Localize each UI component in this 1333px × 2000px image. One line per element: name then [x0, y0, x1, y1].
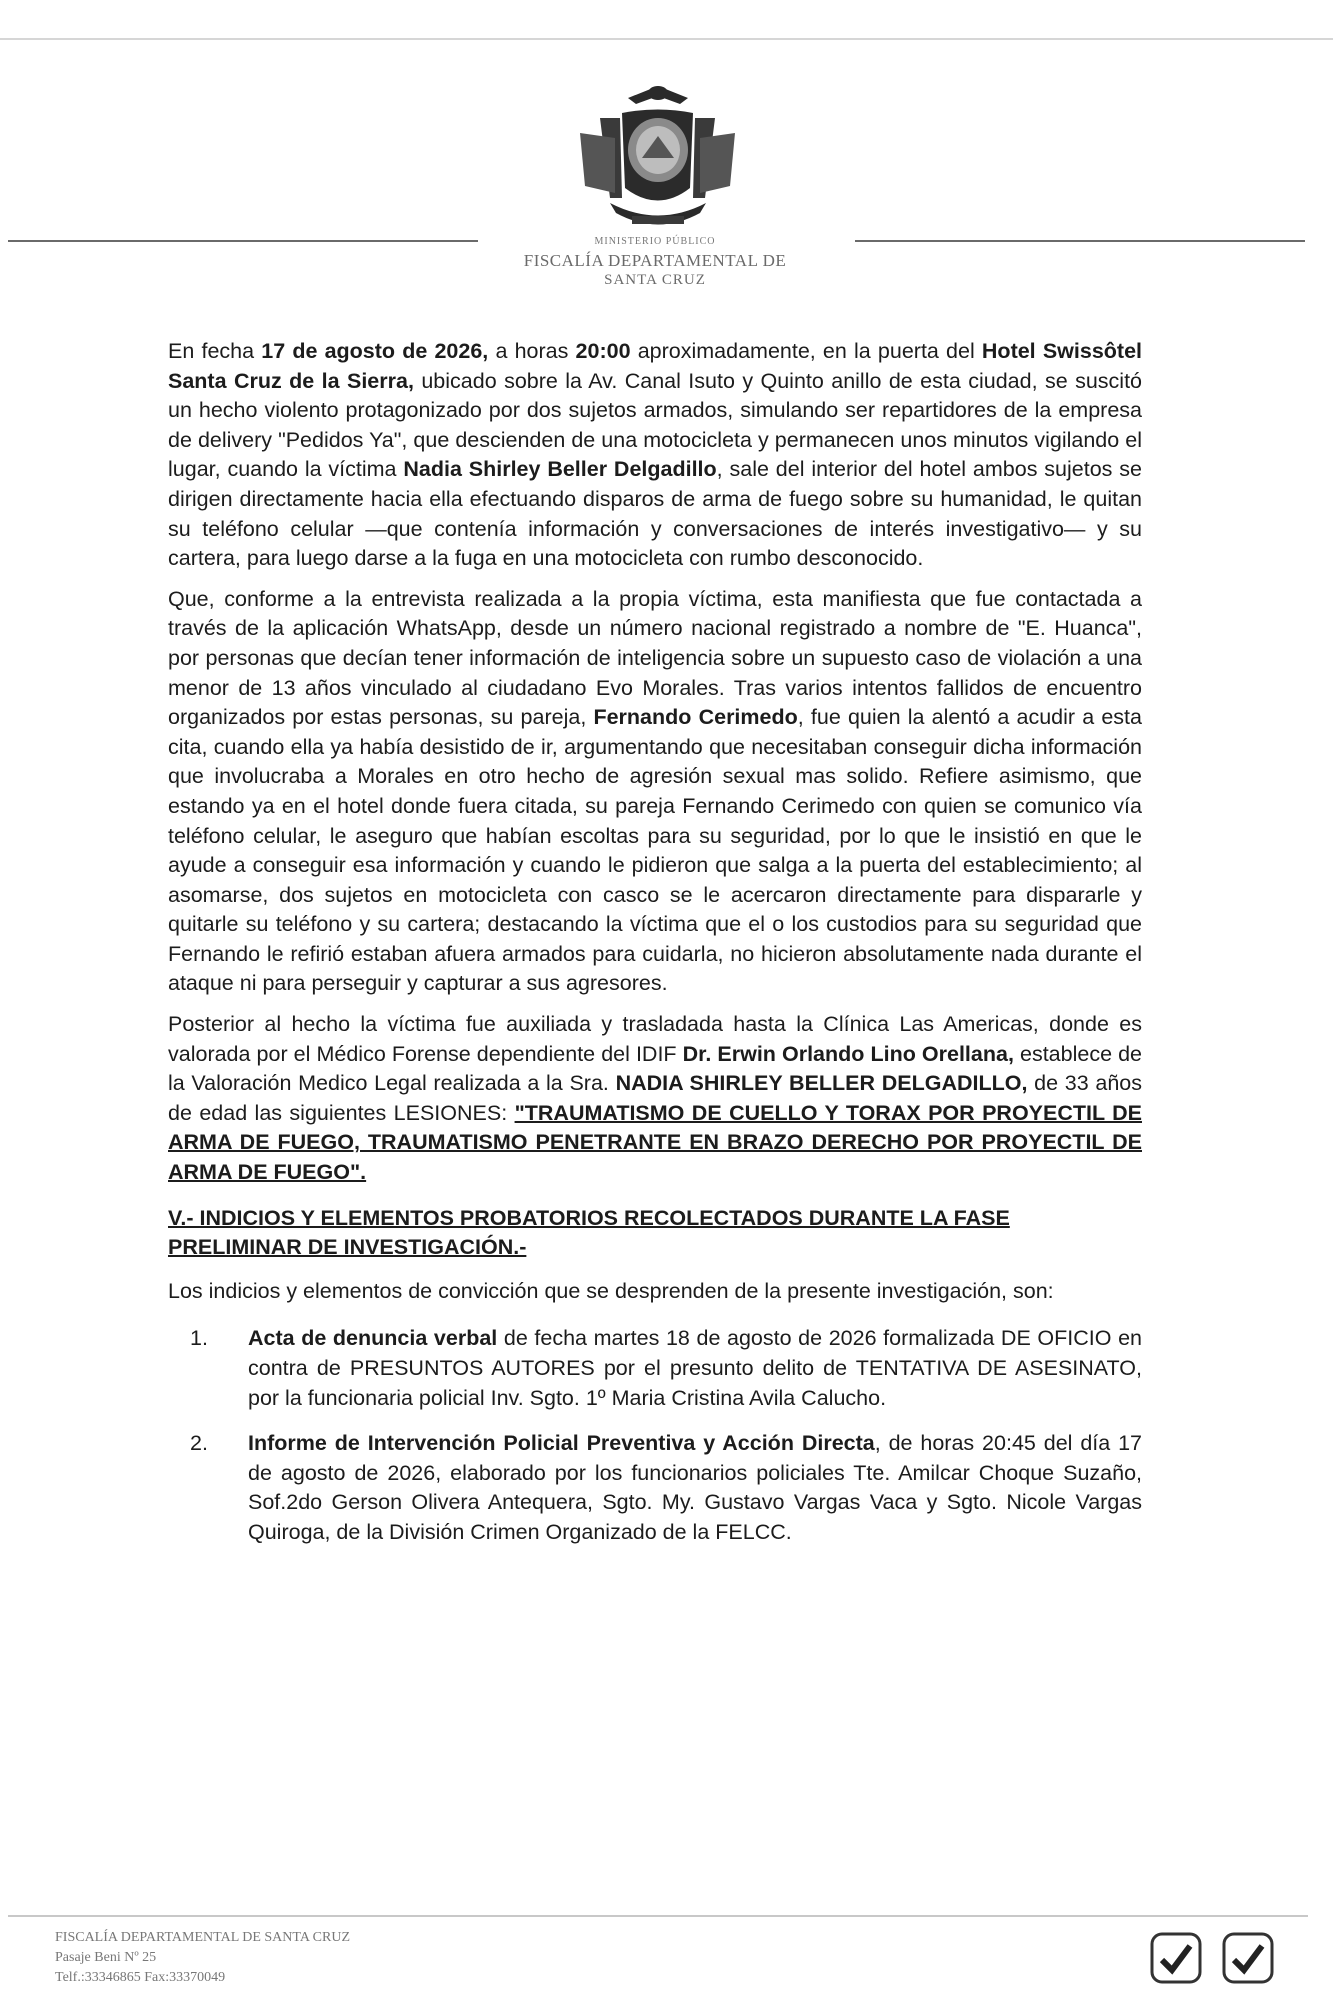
injuries-text: "TRAUMATISMO DE CUELLO Y TORAX POR PROYECTIL DE ARMA DE FUEGO, TRAUMATISMO PENETRANTE EN BRAZO DERECHO POR PROYECTIL DE ARMA DE FUEGO".: [168, 1100, 1142, 1185]
header-rule-left: [8, 240, 478, 242]
header-office-city: SANTA CRUZ: [604, 272, 706, 288]
footer-office: FISCALÍA DEPARTAMENTAL DE SANTA CRUZ: [55, 1930, 351, 1945]
section-title: V.- INDICIOS Y ELEMENTOS PROBATORIOS RECOLECTADOS DURANTE LA FASE PRELIMINAR DE INVESTIGACIÓN.-: [168, 1205, 1010, 1260]
footer-address: Pasaje Beni Nº 25: [55, 1950, 157, 1965]
top-border: [0, 38, 1333, 40]
document-body: [168, 337, 1142, 1564]
certification-logo-icon: [1150, 1932, 1202, 1984]
footer-rule: [8, 1915, 1308, 1917]
paragraph-incident: En fecha 17 de agosto de 2026, a horas 20:00 aproximadamente, en la puerta del Hotel Swissôtel Santa Cruz de la Sierra, ubicado sobre la Av. Canal Isuto y Quinto anillo de esta ciudad, se suscitó un hecho violento protagonizado por dos sujetos armados, simulando ser repartidores de la empresa de delivery "Pedidos Ya", que descienden de una motocicleta y permanecen unos minutos vigilando el lugar, cuando la víctima Nadia Shirley Beller Delgadillo, sale del interior del hotel ambos sujetos se dirigen directamente hacia ella efectuando disparos de arma de fuego sobre su humanidad, le quitan su teléfono celular —que contenía información y conversaciones de interés investigativo— y su cartera, para luego darse a la fuga en una motocicleta con rumbo desconocido.: [168, 339, 1142, 571]
header-rule-right: [855, 240, 1305, 242]
section-intro: Los indicios y elementos de convicción que se desprenden de la presente investigación, son:: [168, 1278, 1054, 1303]
footer-address-block: [55, 1928, 350, 1988]
certification-logo-icon: [1222, 1932, 1274, 1984]
list-item: 1. Acta de denuncia verbal de fecha martes 18 de agosto de 2026 formalizada DE OFICIO en contra de PRESUNTOS AUTORES por el presunto delito de TENTATIVA DE ASESINATO, por la funcionaria policial Inv. Sgto. 1º Maria Cristina Avila Calucho.: [190, 1326, 1142, 1410]
paragraph-interview: Que, conforme a la entrevista realizada a la propia víctima, esta manifiesta que fue contactada a través de la aplicación WhatsApp, desde un número nacional registrado a nombre de "E. Huanca", por personas que decían tener información de inteligencia sobre un supuesto caso de violación a una menor de 13 años vinculado al ciudadano Evo Morales. Tras varios intentos fallidos de encuentro organizados por estas personas, su pareja, Fernando Cerimedo, fue quien la alentó a acudir a esta cita, cuando ella ya había desistido de ir, argumentando que necesitaban conseguir dicha información que involucraba a Morales en otro hecho de agresión sexual mas solido. Refiere asimismo, que estando ya en el hotel donde fuera citada, su pareja Fernando Cerimedo con quien se comunico vía teléfono celular, le aseguro que habían escoltas para su seguridad, por lo que le insistió en que le ayude a conseguir esa información y cuando le pidieron que salga a la puerta del establecimiento; al asomarse, dos sujetos en motocicleta con casco se le acercaron directamente para dispararle y quitarle su teléfono y su cartera; destacando la víctima que el o los custodios para su seguridad que Fernando le refirió estaban afuera armados para cuidarla, no hicieron absolutamente nada durante el ataque ni para perseguir y capturar a sus agresores.: [168, 586, 1142, 996]
footer-phone: Telf.:33346865 Fax:33370049: [55, 1970, 226, 1985]
header-office: FISCALÍA DEPARTAMENTAL DE: [523, 251, 787, 270]
coat-of-arms-icon: [570, 78, 745, 238]
paragraph-medical: Posterior al hecho la víctima fue auxiliada y trasladada hasta la Clínica Las Americas, donde es valorada por el Médico Forense dependiente del IDIF Dr. Erwin Orlando Lino Orellana, establece de la Valoración Medico Legal realizada a la Sra. NADIA SHIRLEY BELLER DELGADILLO, de 33 años de edad las siguientes LESIONES: "TRAUMATISMO DE CUELLO Y TORAX POR PROYECTIL DE ARMA DE FUEGO, TRAUMATISMO PENETRANTE EN BRAZO DERECHO POR PROYECTIL DE ARMA DE FUEGO".: [168, 1012, 1142, 1185]
evidence-list: [168, 1324, 1142, 1547]
list-item: 2. Informe de Intervención Policial Preventiva y Acción Directa, de horas 20:45 del día 17 de agosto de 2026, elaborado por los funcionarios policiales Tte. Amilcar Choque Suzaño, Sof.2do Gerson Olivera Antequera, Sgto. My. Gustavo Vargas Vaca y Sgto. Nicole Vargas Quiroga, de la División Crimen Organizado de la FELCC.: [190, 1431, 1142, 1544]
header-ministry: MINISTERIO PÚBLICO: [594, 236, 716, 247]
